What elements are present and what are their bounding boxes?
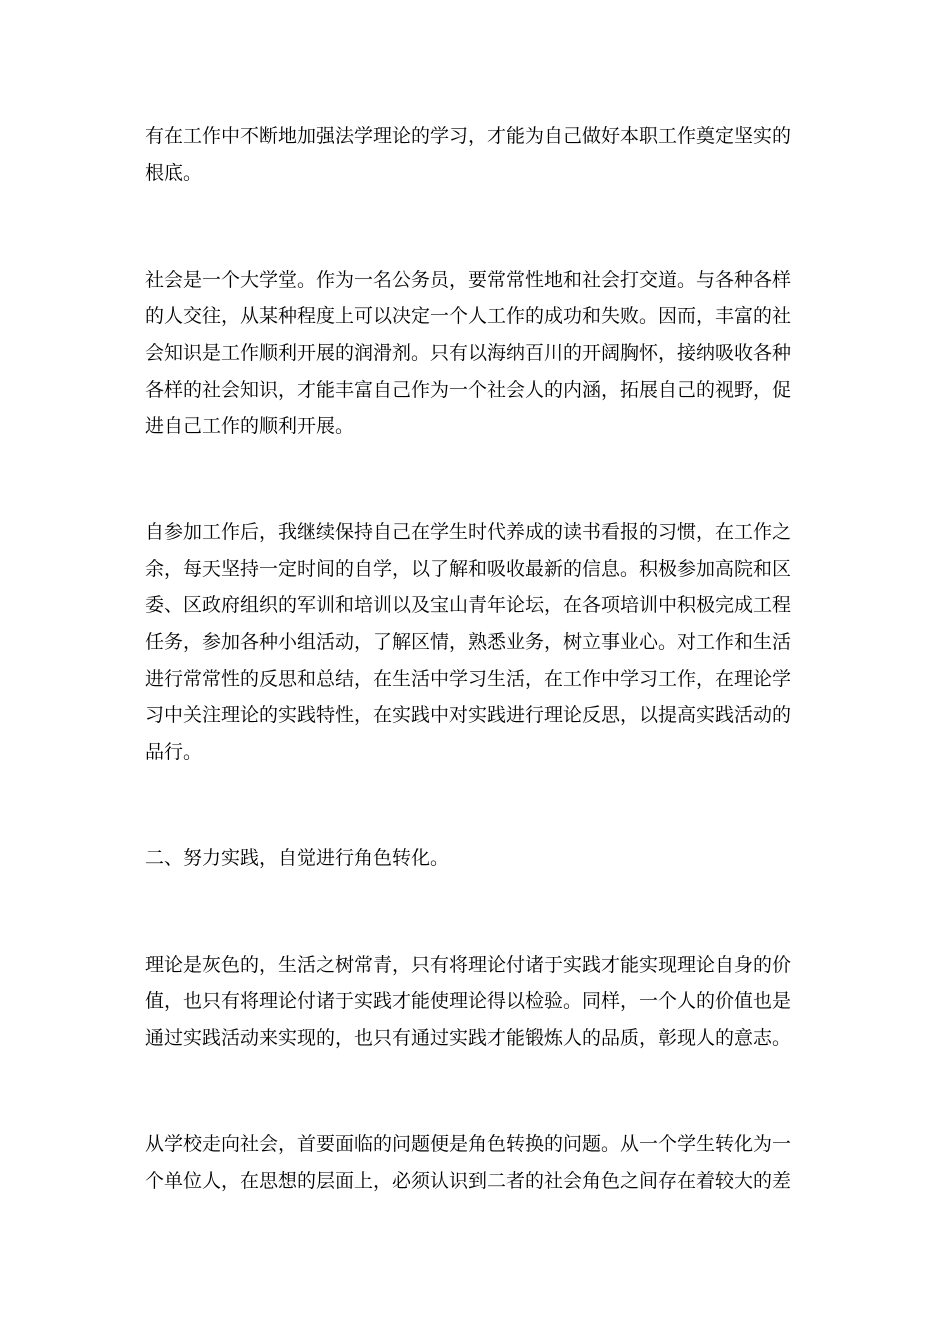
paragraph-3-line-2: 余，每天坚持一定时间的自学，以了解和吸收最新的信息。积极参加高院和区 (145, 558, 792, 580)
paragraph-5-line-1: 理论是灰色的，生活之树常青，只有将理论付诸于实践才能实现理论自身的价 (145, 954, 792, 976)
paragraph-1-line-1: 有在工作中不断地加强法学理论的学习，才能为自己做好本职工作奠定坚实的 (145, 125, 792, 147)
section-heading: 二、努力实践，自觉进行角色转化。 (145, 847, 450, 869)
paragraph-6-line-2: 个单位人，在思想的层面上，必须认识到二者的社会角色之间存在着较大的差 (145, 1170, 792, 1192)
paragraph-2-line-2: 的人交往，从某种程度上可以决定一个人工作的成功和失败。因而，丰富的社 (145, 305, 792, 327)
paragraph-3-line-4: 任务，参加各种小组活动，了解区情，熟悉业务，树立事业心。对工作和生活 (145, 631, 792, 653)
paragraph-2-line-1: 社会是一个大学堂。作为一名公务员，要常常性地和社会打交道。与各种各样 (145, 269, 792, 291)
paragraph-3-line-7: 品行。 (145, 741, 203, 763)
paragraph-2-line-3: 会知识是工作顺利开展的润滑剂。只有以海纳百川的开阔胸怀，接纳吸收各种 (145, 342, 792, 364)
paragraph-3-line-3: 委、区政府组织的军训和培训以及宝山青年论坛，在各项培训中积极完成工程 (145, 594, 792, 616)
paragraph-5-line-2: 值，也只有将理论付诸于实践才能使理论得以检验。同样，一个人的价值也是 (145, 990, 792, 1012)
paragraph-3-line-1: 自参加工作后，我继续保持自己在学生时代养成的读书看报的习惯，在工作之 (145, 521, 792, 543)
paragraph-1-line-2: 根底。 (145, 162, 203, 184)
paragraph-5-line-3: 通过实践活动来实现的，也只有通过实践才能锻炼人的品质，彰现人的意志。 (145, 1027, 792, 1049)
paragraph-3-line-6: 习中关注理论的实践特性，在实践中对实践进行理论反思，以提高实践活动的 (145, 704, 792, 726)
paragraph-3-line-5: 进行常常性的反思和总结，在生活中学习生活，在工作中学习工作，在理论学 (145, 668, 792, 690)
paragraph-2-line-5: 进自己工作的顺利开展。 (145, 415, 355, 437)
paragraph-2-line-4: 各样的社会知识，才能丰富自己作为一个社会人的内涵，拓展自己的视野，促 (145, 379, 792, 401)
paragraph-6-line-1: 从学校走向社会，首要面临的问题便是角色转换的问题。从一个学生转化为一 (145, 1133, 792, 1155)
